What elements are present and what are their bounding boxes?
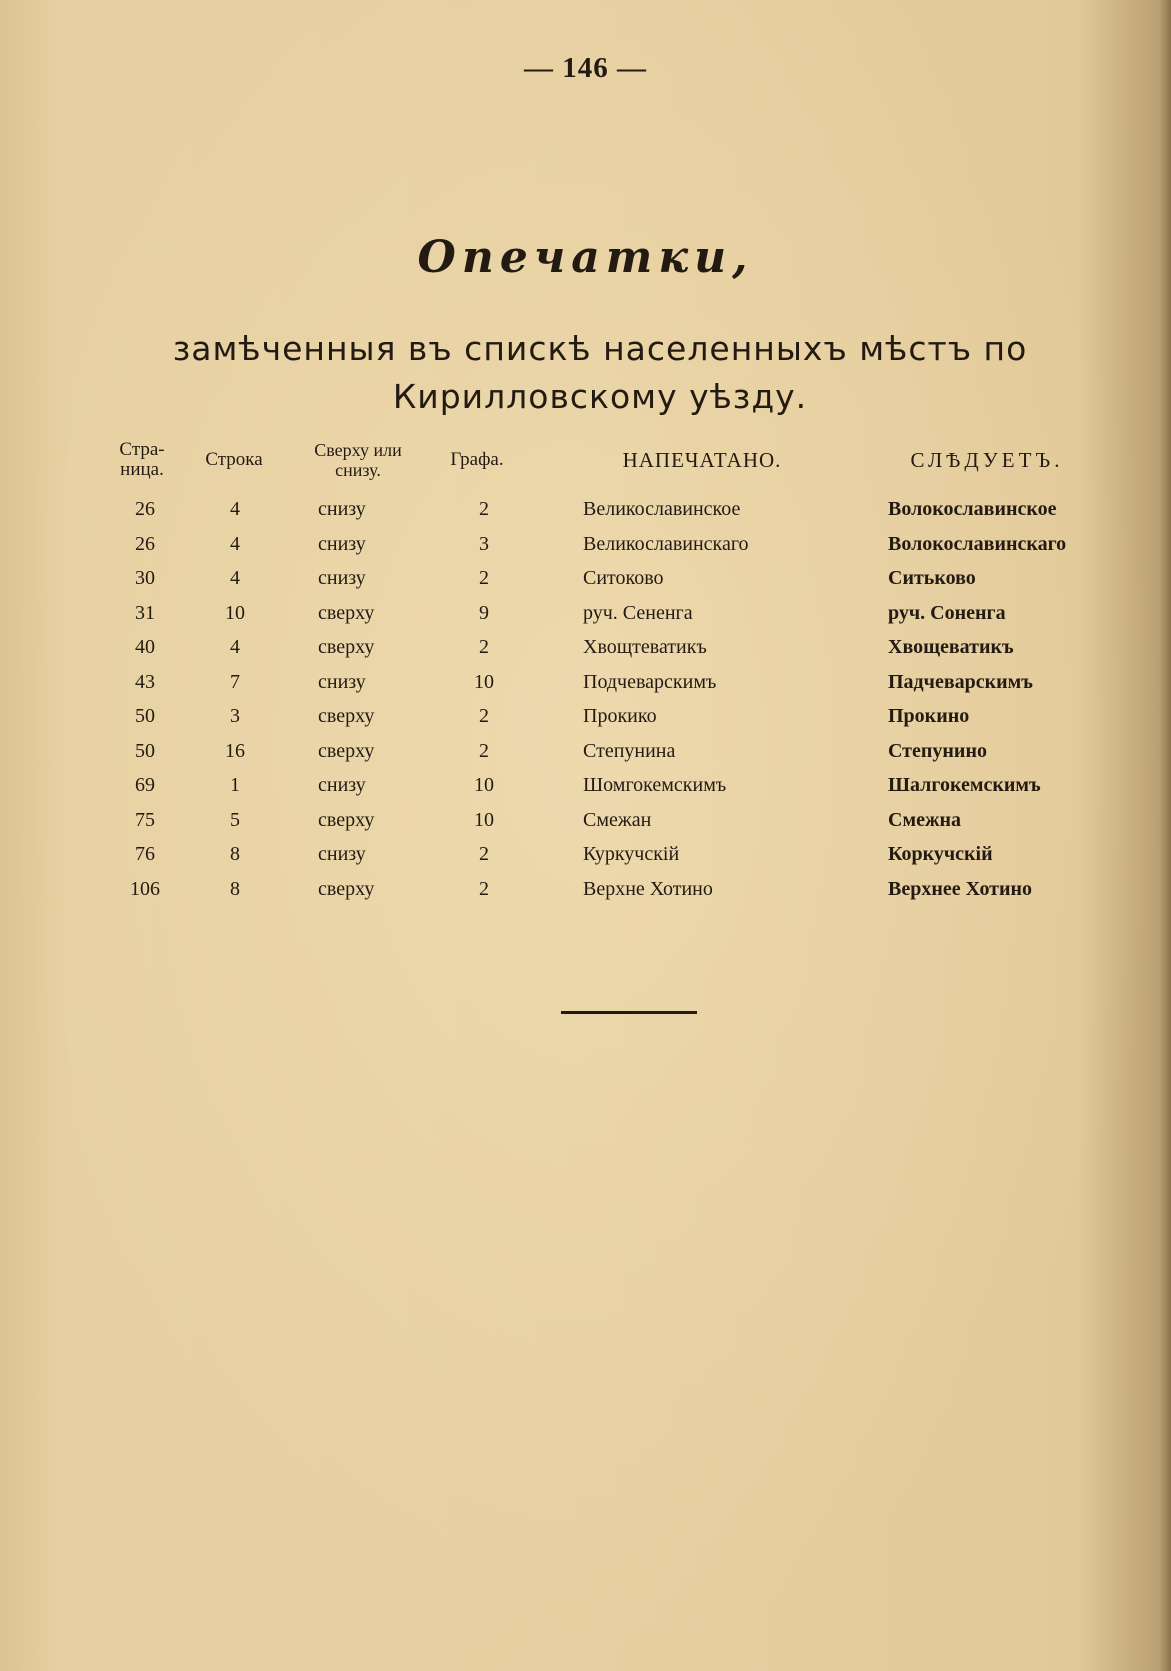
cell-should-be: Прокино <box>888 705 970 727</box>
cell-printed: Хвощтеватикъ <box>583 636 707 658</box>
table-row <box>112 492 1092 527</box>
cell-page: 50 <box>135 705 155 727</box>
cell-line: 8 <box>230 843 240 865</box>
page-title: Опечатки, <box>417 232 754 283</box>
cell-column: 2 <box>479 705 489 727</box>
cell-printed: Великославинское <box>583 498 741 520</box>
cell-column: 9 <box>479 601 489 624</box>
cell-direction: сверху <box>318 601 375 624</box>
cell-page: 43 <box>135 670 155 693</box>
cell-printed: Степунина <box>583 739 676 762</box>
table-row <box>112 596 1092 631</box>
cell-should-be: руч. Соненга <box>888 601 1006 624</box>
cell-should-be: Шалгокемскимъ <box>888 774 1041 796</box>
cell-line: 16 <box>225 739 245 762</box>
cell-printed: Шомгокемскимъ <box>583 774 727 796</box>
table-body <box>112 492 1092 906</box>
cell-line: 4 <box>230 498 240 520</box>
cell-should-be: Ситьково <box>888 567 976 589</box>
cell-line: 4 <box>230 532 240 555</box>
cell-direction: снизу <box>318 774 366 796</box>
cell-should-be: Степунино <box>888 739 987 762</box>
page-subtitle: замѣченныя въ спискѣ населенныхъ мѣстъ по Кирилловскому уѣзду. <box>172 329 1028 416</box>
table-row <box>112 699 1092 734</box>
table-row <box>112 872 1092 907</box>
cell-column: 2 <box>479 498 489 520</box>
cell-direction: сверху <box>318 739 375 762</box>
table-row <box>112 768 1092 803</box>
cell-printed: Великославинскаго <box>583 532 749 555</box>
table-row <box>112 665 1092 700</box>
cell-printed: Смежан <box>583 808 652 831</box>
header-column: Графа. <box>450 449 504 470</box>
cell-printed: Прокико <box>583 705 657 727</box>
cell-column: 10 <box>474 808 494 831</box>
header-printed: НАПЕЧАТАНО. <box>622 448 782 472</box>
cell-line: 4 <box>230 567 240 589</box>
header-page: Стра-ница. <box>119 439 165 480</box>
cell-line: 10 <box>225 601 245 624</box>
end-rule-divider <box>561 1011 697 1014</box>
cell-column: 2 <box>479 636 489 658</box>
table-row <box>112 803 1092 838</box>
cell-printed: руч. Сененга <box>583 601 693 624</box>
page-number: — 146 — <box>524 52 647 84</box>
cell-should-be: Хвощеватикъ <box>888 636 1014 658</box>
cell-column: 2 <box>479 739 489 762</box>
cell-page: 75 <box>135 808 155 831</box>
cell-column: 2 <box>479 567 489 589</box>
cell-printed: Ситоково <box>583 567 664 589</box>
header-line: Строка <box>205 449 263 470</box>
cell-page: 76 <box>135 843 155 865</box>
cell-column: 2 <box>479 843 489 865</box>
cell-line: 7 <box>230 670 240 693</box>
cell-page: 50 <box>135 739 155 762</box>
cell-direction: снизу <box>318 498 366 520</box>
cell-line: 3 <box>230 705 240 727</box>
cell-direction: сверху <box>318 877 375 900</box>
errata-table <box>112 430 1092 904</box>
cell-line: 5 <box>230 808 240 831</box>
cell-direction: снизу <box>318 670 366 693</box>
cell-direction: сверху <box>318 705 375 727</box>
table-row <box>112 527 1092 562</box>
cell-page: 31 <box>135 601 155 624</box>
cell-direction: снизу <box>318 567 366 589</box>
cell-column: 3 <box>479 532 489 555</box>
cell-direction: снизу <box>318 532 366 555</box>
cell-column: 10 <box>474 774 494 796</box>
cell-column: 2 <box>479 877 489 900</box>
cell-printed: Куркучскій <box>583 843 680 865</box>
table-row <box>112 734 1092 769</box>
cell-printed: Подчеварскимъ <box>583 670 717 693</box>
header-should-be: СЛѢДУЕТЪ. <box>910 448 1064 472</box>
header-direction: Сверху или снизу. <box>314 440 402 480</box>
cell-page: 26 <box>135 498 155 520</box>
cell-line: 8 <box>230 877 240 900</box>
cell-column: 10 <box>474 670 494 693</box>
cell-page: 26 <box>135 532 155 555</box>
cell-should-be: Верхнее Хотино <box>888 877 1033 900</box>
table-row <box>112 630 1092 665</box>
cell-should-be: Волокославинскаго <box>888 532 1067 555</box>
table-header <box>112 430 1092 490</box>
cell-direction: сверху <box>318 636 375 658</box>
cell-printed: Верхне Хотино <box>583 877 713 900</box>
cell-page: 106 <box>130 877 160 900</box>
cell-direction: сверху <box>318 808 375 831</box>
cell-page: 40 <box>135 636 155 658</box>
cell-line: 1 <box>230 774 240 796</box>
cell-should-be: Волокославинское <box>888 498 1057 520</box>
cell-should-be: Падчеварскимъ <box>888 670 1033 693</box>
cell-page: 30 <box>135 567 155 589</box>
table-row <box>112 561 1092 596</box>
table-row <box>112 837 1092 872</box>
cell-should-be: Коркучскій <box>888 843 993 865</box>
cell-should-be: Смежна <box>888 808 961 831</box>
cell-line: 4 <box>230 636 240 658</box>
cell-page: 69 <box>135 774 155 796</box>
cell-direction: снизу <box>318 843 366 865</box>
